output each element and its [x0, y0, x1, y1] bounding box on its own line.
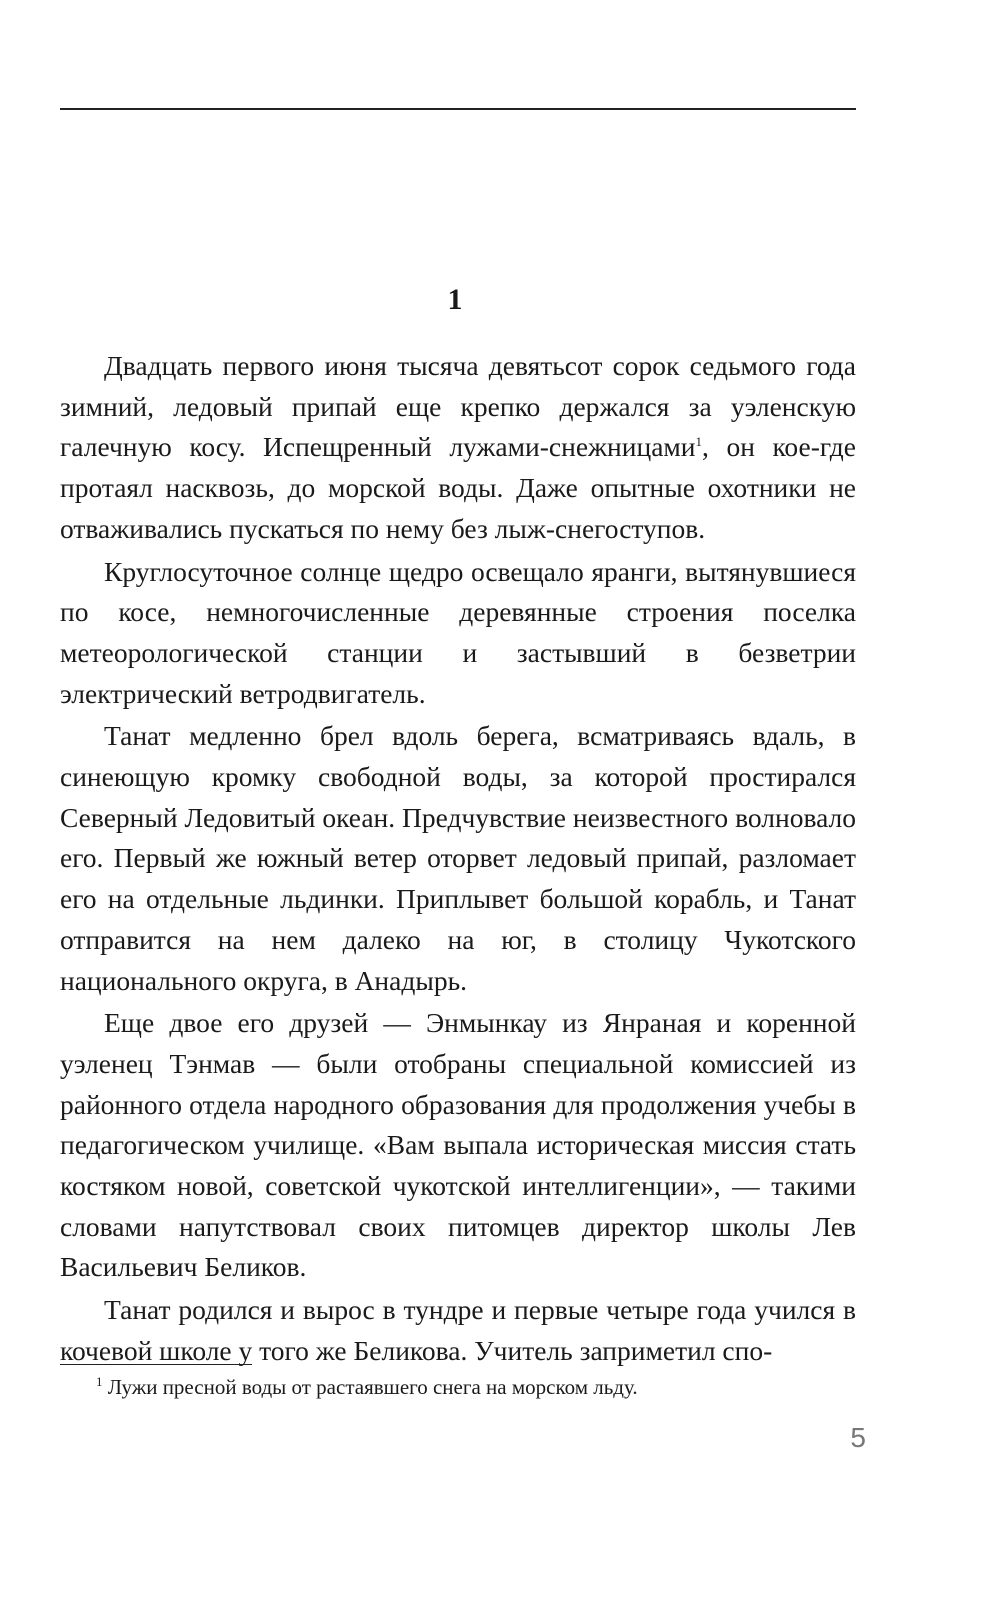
footnote-rule: [60, 1364, 252, 1365]
footnote: [96, 1372, 856, 1402]
paragraph-3: Танат медленно брел вдоль берега, всматриваясь вдаль, в синеющую кромку свободной воды, за которой простирался Северный Ледовитый океан. Предчувствие неизвестного волновало его. Первый же южный ветер оторвет ледовый припай, разломает его на отдельные льдинки. Приплывет большой корабль, и Танат отправится на нем далеко на юг, в столицу Чукотского национального округа, в Анадырь.: [60, 720, 856, 996]
paragraph-1-before: Двадцать первого июня тысяча девятьсот сорок седьмого года зимний, ледовый припай еще крепко держался за уэленскую галечную косу. Испещренный лужами-снежницами: [60, 350, 856, 463]
paragraph-4: Еще двое его друзей — Энмынкау из Янраная и коренной уэленец Тэнмав — были отобраны специальной комиссией из районного отдела народного образования для продолжения учебы в педагогическом училище. «Вам выпала историческая миссия стать костяком новой, советской чукотской интеллигенции», — такими словами напутствовал своих питомцев директор школы Лев Васильевич Беликов.: [60, 1007, 856, 1283]
footnote-reference: 1: [695, 434, 703, 450]
footnote-marker: 1: [96, 1374, 103, 1389]
paragraph-2: Круглосуточное солнце щедро освещало яранги, вытянувшиеся по косе, немногочисленные деревянные строения поселка метеорологической станции и застывший в безветрии электрический ветродвигатель.: [60, 555, 856, 709]
footnote-text: Лужи пресной воды от растаявшего снега на морском льду.: [107, 1375, 638, 1399]
paragraph-1-after: , он кое-где протаял насквозь, до морской воды. Даже опытные охотники не отваживались пускаться по нему без лыж-снегоступов.: [60, 431, 856, 544]
body-text: [60, 346, 856, 1372]
header-rule: [60, 108, 856, 110]
page-number: 5: [850, 1422, 866, 1453]
paragraph-5: Танат родился и вырос в тундре и первые четыре года учился в кочевой школе у того же Беликова. Учитель заприметил спо-: [60, 1294, 856, 1366]
chapter-number: 1: [447, 283, 463, 316]
paragraph-1: [60, 346, 856, 550]
